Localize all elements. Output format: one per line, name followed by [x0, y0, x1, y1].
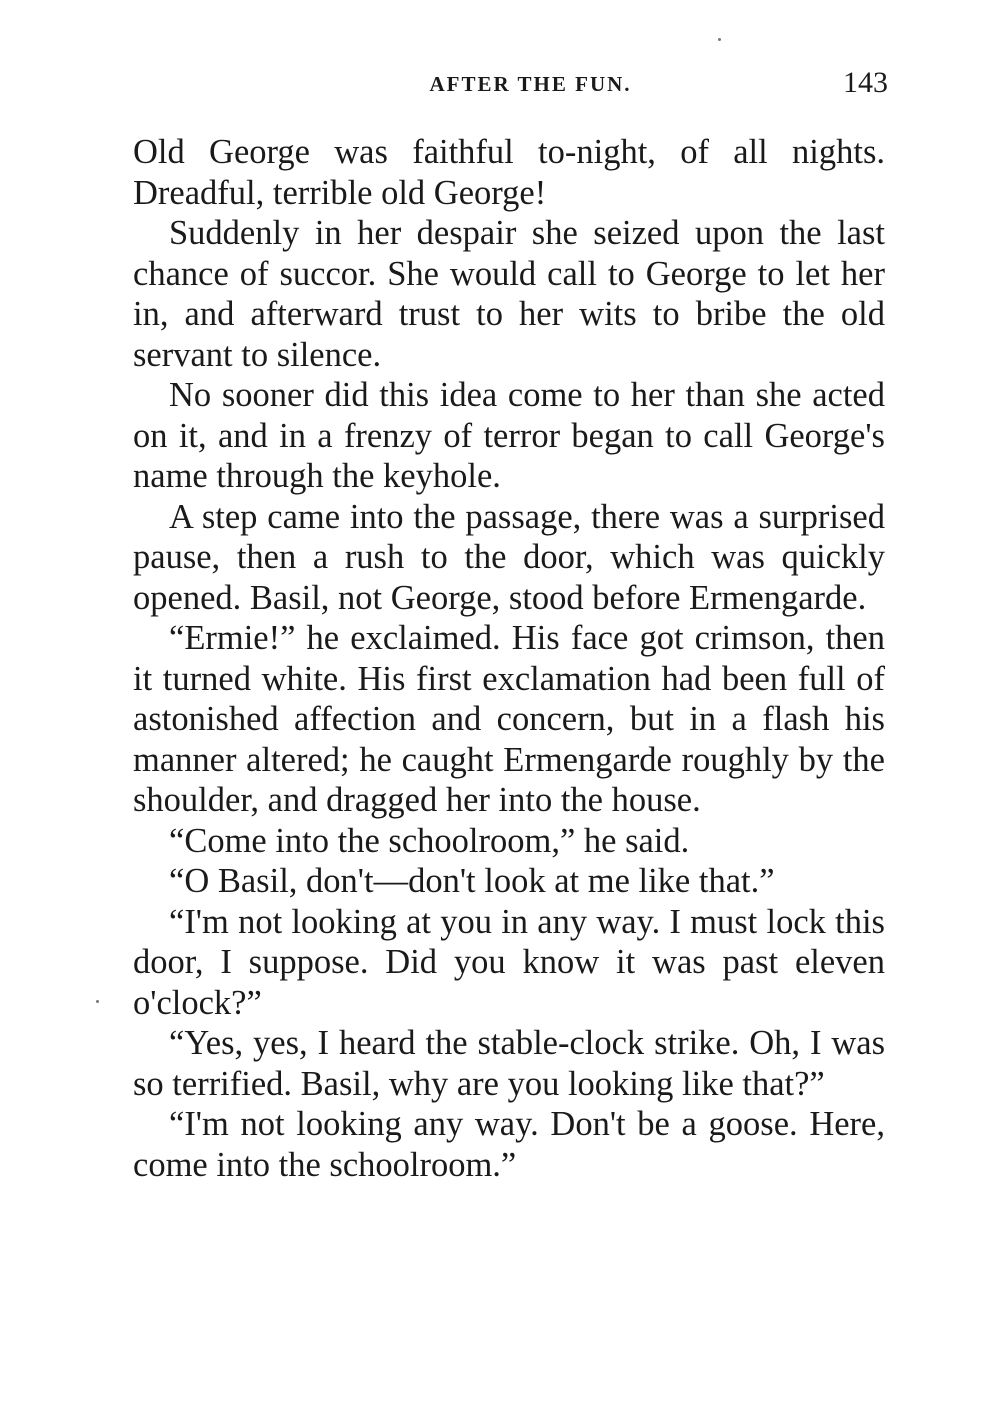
- paragraph: “I'm not looking any way. Don't be a goose. Here, come into the schoolroom.”: [133, 1105, 885, 1184]
- paragraph: “Yes, yes, I heard the stable-clock strike. Oh, I was so terrified. Basil, why are you looking like that?”: [133, 1024, 885, 1103]
- body-text: [133, 132, 885, 1185]
- running-title: AFTER THE FUN.: [429, 72, 632, 96]
- paragraph: “I'm not looking at you in any way. I must lock this door, I suppose. Did you know it was past eleven o'clock?”: [133, 902, 885, 1022]
- paragraph: “Come into the schoolroom,” he said.: [169, 821, 690, 860]
- paragraph: “Ermie!” he exclaimed. His face got crimson, then it turned white. His first exclamation had been full of astonished affection and concern, but in a flash his manner altered; he caught Ermengarde roughly by the shoulder, and dragged her into the house.: [133, 619, 885, 819]
- paragraph: A step came into the passage, there was a surprised pause, then a rush to the door, which was quickly opened. Basil, not George, stood before Ermengarde.: [133, 497, 885, 617]
- running-header: [133, 64, 888, 104]
- paragraph: “O Basil, don't—don't look at me like that.”: [169, 862, 775, 900]
- paragraph: Old George was faithful to-night, of all nights. Dreadful, terrible old George!: [133, 133, 885, 212]
- paragraph: Suddenly in her despair she seized upon the last chance of succor. She would call to George to let her in, and afterward trust to her wits to bribe the old servant to silence.: [133, 214, 885, 374]
- scan-speck: [96, 1000, 99, 1003]
- scan-speck: [718, 38, 721, 41]
- paragraph: No sooner did this idea come to her than she acted on it, and in a frenzy of terror began to call George's name through the keyhole.: [133, 376, 885, 495]
- page-number: 143: [843, 66, 888, 99]
